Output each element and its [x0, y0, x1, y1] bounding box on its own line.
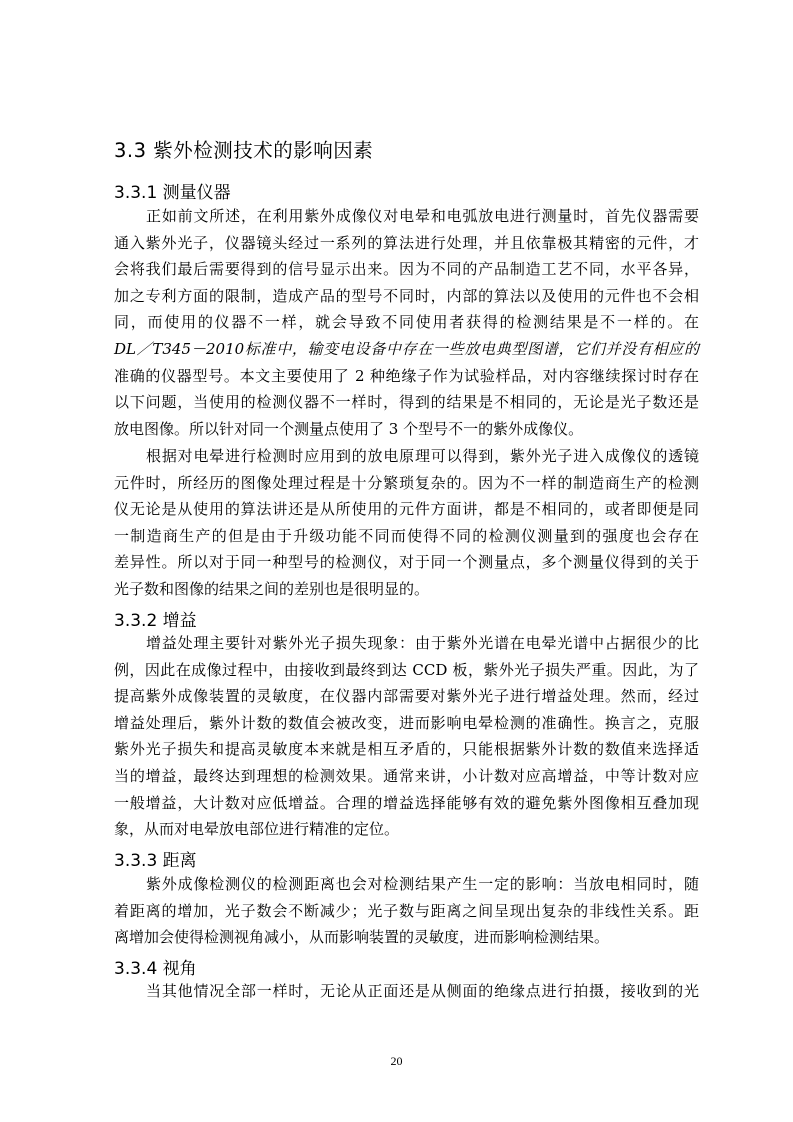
page-number: 20 [390, 1054, 403, 1068]
text-line: 一制造商生产的但是由于升级功能不同而使得不同的检测仪测量到的强度也会存在 [114, 526, 699, 545]
text-line: 增益处理后，紫外计数的数值会被改变，进而影响电晕检测的准确性。换言之，克服 [114, 713, 699, 732]
text-line: 根据对电晕进行检测时应用到的放电原理可以得到，紫外光子进入成像仪的透镜 [146, 447, 699, 465]
subsection-heading-distance: 3.3.3 距离 [114, 851, 197, 871]
text-line: 例，因此在成像过程中，由接收到最终到达 CCD 板，紫外光子损失严重。因此，为了 [114, 660, 699, 679]
text-line: 仪无论是从使用的算法讲还是从所使用的元件方面讲，都是不相同的，或者即便是同 [114, 500, 699, 519]
section-title: 3.3 紫外检测技术的影响因素 [114, 139, 374, 162]
text-line: 放电图像。所以针对同一个测量点使用了 3 个型号不一的紫外成像仪。 [114, 419, 584, 438]
text-line: 以下问题，当使用的检测仪器不一样时，得到的结果是不相同的，无论是光子数还是 [114, 393, 699, 412]
text-line: 加之专利方面的限制，造成产品的型号不同时，内部的算法以及使用的元件也不会相 [114, 286, 699, 305]
text-line: 通入紫外光子，仪器镜头经过一系列的算法进行处理，并且依靠极其精密的元件，才 [114, 233, 699, 252]
text-line: 提高紫外成像装置的灵敏度，在仪器内部需要对紫外光子进行增益处理。然而，经过 [114, 687, 699, 706]
text-line: 着距离的增加，光子数会不断减少；光子数与距离之间呈现出复杂的非线性关系。距 [114, 901, 699, 920]
text-line: 一般增益，大计数对应低增益。合理的增益选择能够有效的避免紫外图像相互叠加现 [114, 793, 699, 812]
text-line: 正如前文所述，在利用紫外成像仪对电晕和电弧放电进行测量时，首先仪器需要 [146, 207, 699, 225]
text-line: 紫外光子损失和提高灵敏度本来就是相互矛盾的，只能根据紫外计数的数值来选择适 [114, 740, 699, 759]
paragraph-distance [114, 871, 699, 951]
text-line: DL／T345－2010标准中，输变电设备中存在一些放电典型图谱，它们并没有相应的 [114, 339, 699, 358]
text-line: 离增加会使得检测视角减小，从而影响装置的灵敏度，进而影响检测结果。 [114, 928, 610, 947]
text-line: 象，从而对电晕放电部位进行精准的定位。 [114, 820, 400, 839]
paragraph-instrument-2 [114, 443, 699, 603]
subsection-heading-gain: 3.3.2 增益 [114, 611, 197, 631]
text-line: 当其他情况全部一样时，无论从正面还是从侧面的绝缘点进行拍摄，接收到的光 [146, 982, 699, 1000]
text-line: 增益处理主要针对紫外光子损失现象：由于紫外光谱在电晕光谱中占据很少的比 [146, 634, 699, 652]
subsection-heading-measuring-instrument: 3.3.1 测量仪器 [114, 183, 231, 203]
text-line: 差异性。所以对于同一种型号的检测仪，对于同一个测量点，多个测量仪得到的关于 [114, 553, 699, 572]
subsection-heading-viewing-angle: 3.3.4 视角 [114, 959, 197, 979]
text-line: 同，而使用的仪器不一样，就会导致不同使用者获得的检测结果是不一样的。在 [114, 313, 699, 332]
paragraph-instrument-1 [114, 203, 699, 442]
paragraph-viewing-angle [114, 978, 699, 1005]
text-line: 准确的仪器型号。本文主要使用了 2 种绝缘子作为试验样品，对内容继续探讨时存在 [114, 366, 699, 385]
text-line: 会将我们最后需要得到的信号显示出来。因为不同的产品制造工艺不同，水平各异， [114, 260, 699, 279]
text-line: 光子数和图像的结果之间的差别也是很明显的。 [114, 579, 430, 598]
text-line: 元件时，所经历的图像处理过程是十分繁琐复杂的。因为不一样的制造商生产的检测 [114, 473, 699, 492]
paragraph-gain [114, 630, 699, 843]
text-line: 紫外成像检测仪的检测距离也会对检测结果产生一定的影响：当放电相同时，随 [146, 875, 699, 893]
text-line: 当的增益，最终达到理想的检测效果。通常来讲，小计数对应高增益，中等计数对应 [114, 766, 699, 785]
